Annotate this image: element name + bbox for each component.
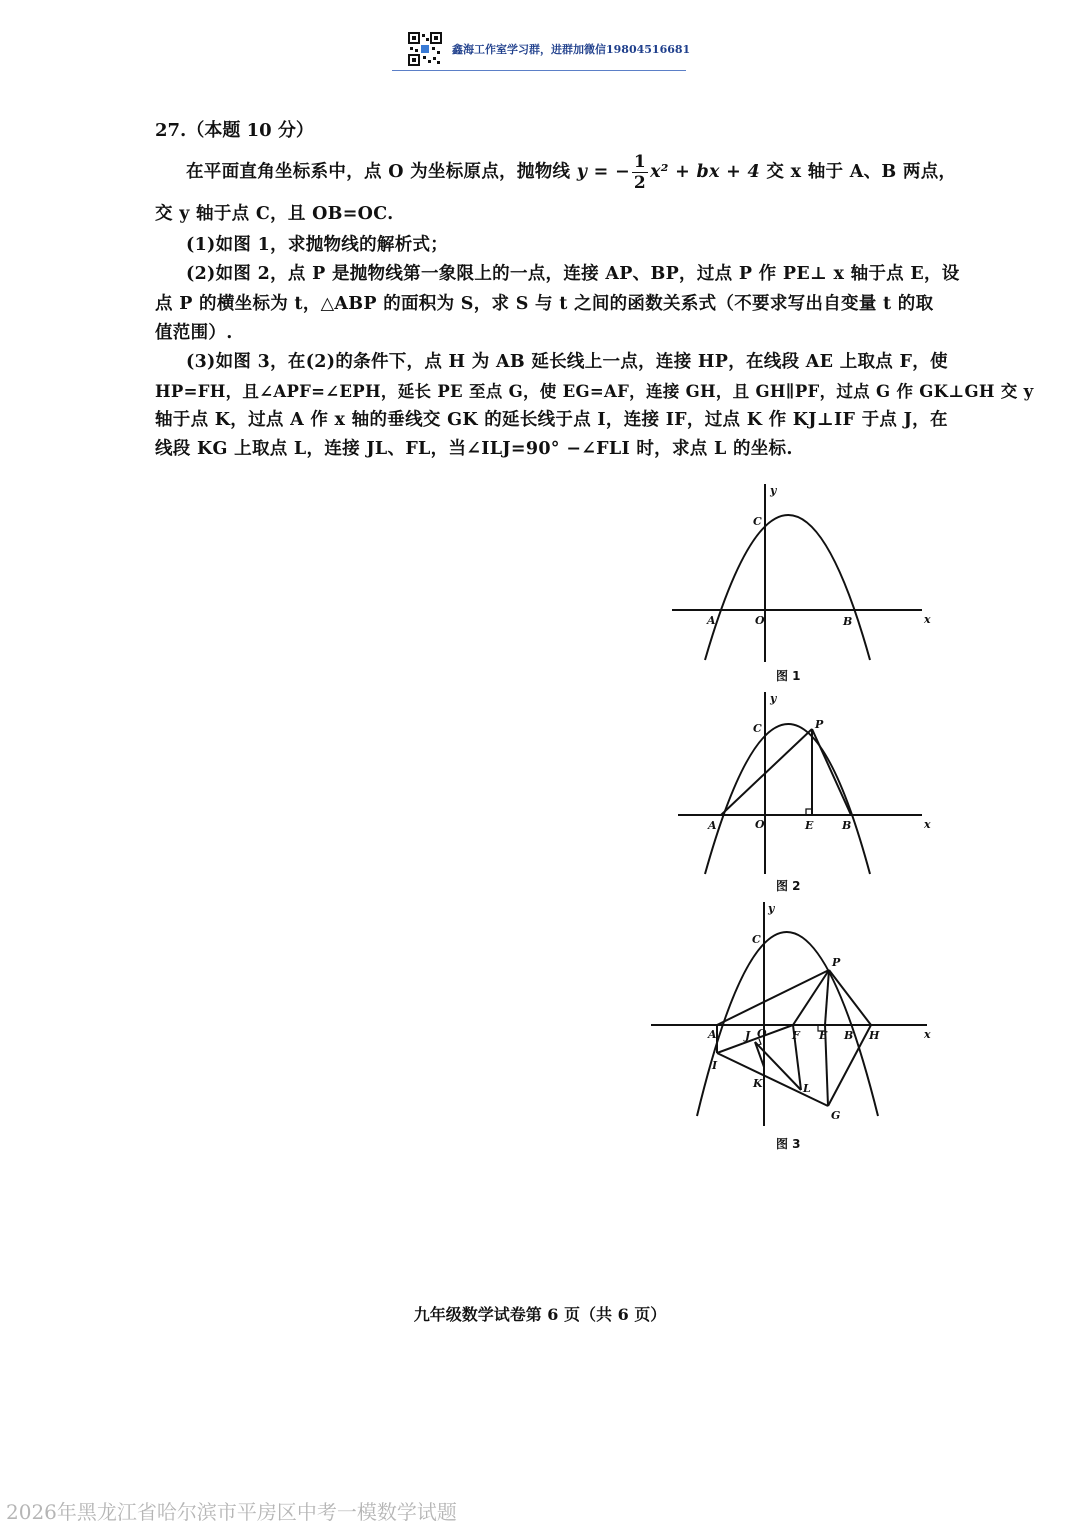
equation-fraction	[632, 152, 648, 193]
segment-PH	[829, 970, 871, 1025]
intro-post-text: 交 x 轴于 A、B 两点，	[766, 162, 957, 182]
question-title: 27.（本题 10 分）	[155, 120, 314, 141]
header-divider	[392, 70, 686, 71]
label-B: B	[844, 1029, 854, 1042]
label-G: G	[831, 1109, 841, 1122]
label-A: A	[708, 1028, 717, 1041]
label-E: E	[805, 819, 814, 832]
label-J: J	[745, 1029, 751, 1042]
question-part3-line3: 轴于点 K，过点 A 作 x 轴的垂线交 GK 的延长线于点 I，连接 IF，过点 K 作 KJ⊥IF 于点 J，在	[155, 410, 948, 430]
label-H: H	[869, 1029, 880, 1042]
segment-PB	[812, 729, 851, 815]
equation-lhs: y = −	[576, 162, 630, 182]
fraction-denominator: 2	[633, 173, 647, 193]
question-intro-line1	[186, 150, 956, 194]
label-C: C	[753, 722, 762, 735]
label-B: B	[842, 819, 852, 832]
figure-1	[660, 480, 940, 665]
equation-rhs: x² + bx + 4	[650, 162, 761, 182]
label-y: y	[770, 692, 777, 705]
figure-1-caption: 图 1	[776, 669, 801, 683]
label-E: E	[819, 1029, 828, 1042]
fraction-numerator: 1	[633, 152, 647, 172]
label-A: A	[707, 614, 716, 627]
question-part2-line1: (2)如图 2，点 P 是抛物线第一象限上的一点，连接 AP、BP，过点 P 作 PE⊥ x 轴于点 E，设	[186, 264, 960, 284]
intro-pre-text: 在平面直角坐标系中，点 O 为坐标原点，抛物线	[186, 162, 571, 182]
label-O: O	[757, 1027, 767, 1040]
label-F: F	[792, 1029, 800, 1042]
label-I: I	[712, 1059, 718, 1072]
label-B: B	[843, 615, 853, 628]
page-footer: 九年级数学试卷第 6 页（共 6 页）	[413, 1305, 667, 1324]
question-part3-line2: HP=FH，且∠APF=∠EPH，延长 PE 至点 G，使 EG=AF，连接 GH，且 GH∥PF，过点 G 作 GK⊥GH 交 y	[155, 382, 1034, 401]
segment-IF	[717, 1025, 793, 1053]
question-part3-line1: (3)如图 3，在(2)的条件下，点 H 为 AB 延长线上一点，连接 HP，在线段 AE 上取点 F，使	[186, 352, 948, 372]
question-part1: (1)如图 1，求抛物线的解析式；	[186, 235, 449, 255]
figure-2	[660, 688, 940, 878]
label-P: P	[832, 956, 841, 969]
label-P: P	[815, 718, 824, 731]
label-C: C	[753, 515, 762, 528]
figure-3-caption: 图 3	[776, 1137, 801, 1151]
label-y: y	[768, 902, 775, 915]
qr-code-icon	[408, 32, 442, 66]
segment-PE	[825, 970, 829, 1025]
label-x: x	[924, 1028, 931, 1041]
label-K: K	[753, 1077, 763, 1090]
label-O: O	[755, 818, 765, 831]
label-y: y	[770, 484, 777, 497]
label-A: A	[708, 819, 717, 832]
figure-2-caption: 图 2	[776, 879, 801, 893]
label-O: O	[755, 614, 765, 627]
page-header	[0, 14, 1080, 62]
parabola-curve	[705, 724, 870, 874]
question-part3-line4: 线段 KG 上取点 L，连接 JL、FL，当∠ILJ=90° −∠FLI 时，求点 L 的坐标.	[155, 439, 793, 459]
label-C: C	[752, 933, 761, 946]
parabola-curve	[705, 515, 870, 660]
label-x: x	[924, 613, 931, 626]
segment-AP	[721, 729, 812, 815]
label-L: L	[803, 1082, 811, 1095]
question-part2-line2: 点 P 的横坐标为 t，△ABP 的面积为 S，求 S 与 t 之间的函数关系式（不要求写出自变量 t 的取	[155, 294, 934, 314]
header-text: 鑫海工作室学习群，进群加微信19804516681	[452, 43, 691, 56]
question-part2-line3: 值范围）.	[155, 323, 233, 343]
figure-3	[645, 898, 940, 1130]
watermark-text: 2026年黑龙江省哈尔滨市平房区中考一模数学试题	[6, 1500, 457, 1524]
label-x: x	[924, 818, 931, 831]
question-intro-line2: 交 y 轴于点 C，且 OB=OC.	[155, 204, 394, 224]
